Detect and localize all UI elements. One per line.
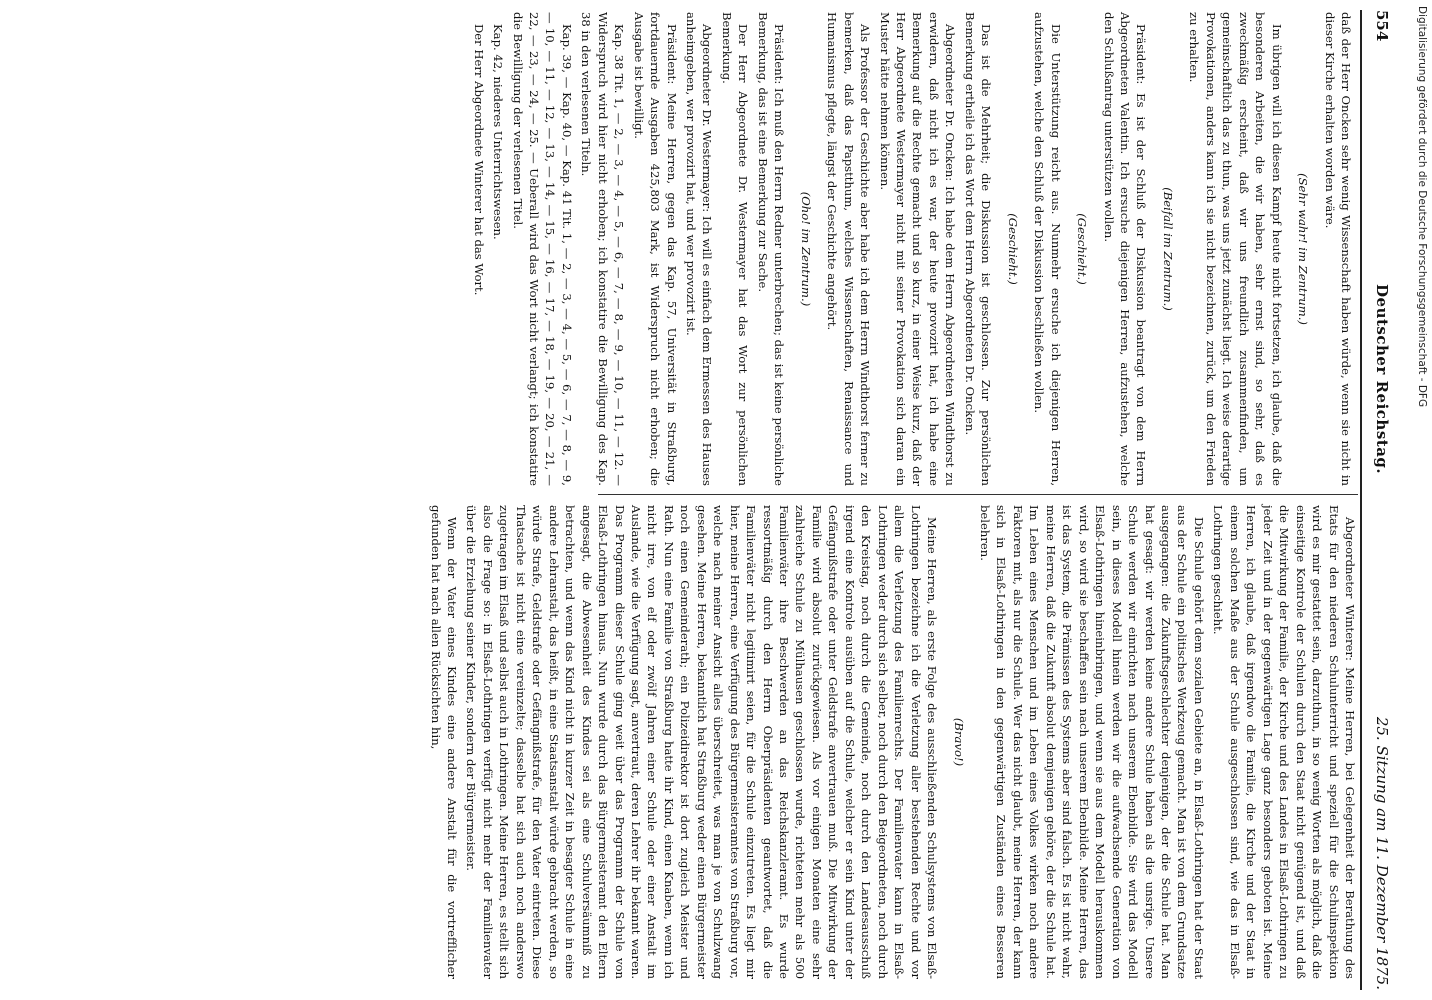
paragraph: Kap. 42, niederes Unterrichtswesen. [491, 24, 506, 240]
paragraph: Die Schule gehört dem sozialen Gebiete an, in Elsaß-Lothringen hat der Staat aus der Schule ein politisches Werkzeug gemacht. Man ist von dem Grundsatze ausgegangen: die Zukunftsgeschlechter denjenigen, der die Schule hat. Man hat gesagt: wir werden keine andere Schule haben als die unsrige. Unsere Schule werden wir einrichten nach unserem Ebenbilde. Sie wird das Modell sein, in dieses Modell hinein werden wir die aufwachsende Generation von Elsaß-Lothringen hineinbringen, und wenn sie aus dem Modell herauskommen wird, so wird sie beschaffen sein nach unserem Ebenbilde. Meine Herren, das ist das System, die Prämissen des Systems aber sind falsch. Es ist nicht wahr, meine Herren, daß die Zukunft absolut demjenigen gehöre, der die Schule hat. Im Leben eines Menschen und im Leben eines Volkes wirken noch andere Faktoren mit, als nur die Schule. Wer das nicht glaubt, meine Herren, der kann sich in Elsaß-Lothringen in den gegenwärtigen Zuständen eines Besseren belehren. [978, 505, 1206, 979]
paragraph: Meine Herren, als erste Folge des ausschließenden Schulsystems von Elsaß-Lothringen bezeichne ich die Verletzung aller bestehenden Rechte und vor allem die Verletzung des Familienrechts. Der Familienvater kann in Elsaß-Lothringen weder durch sich selber, noch durch den Beigeordneten, noch durch den Kreistag, noch durch die Gemeinde, noch durch den Landesausschuß irgend eine Kontrole ausüben auf die Schule, welcher er sein Kind unter der Gefängnißstrafe oder unter Geldstrafe anvertrauen muß. Die Mitwirkung der Familie wird absolut zurückgewiesen. Als vor einigen Monaten eine sehr zahlreiche Schule zu Mülhausen geschlossen wurde, richteten mehr als 500 Familienväter ihre Beschwerden an das Reichskanzleramt. Es wurde ressortmäßig durch den Herrn Oberpräsidenten geantwortet, daß die Familienväter nicht legitimirt seien, für die Schule einzutreten. Es liegt mir hier, meine Herren, eine Verfügung des Bürgermeisteramtes von Straßburg vor, welche nach meiner Ansicht alles überschreitet, was man je von Schulzwang gesehen. Meine Herren, bekanntlich hat Straßburg weder einen Bürgermeister noch einen Gemeinderath; ein Polizeidirektor ist dort zugleich Meister und Rath. Nun eine Familie von Straßburg hatte ihr Kind, einen Knaben, wenn ich nicht irre, von elf oder zwölf Jahren einer Schule oder einer Anstalt im Auslande, wie die Verfügung sagt, anvertraut, deren Lehrer ihr bekannt waren. Das Programm dieser Schule ging weit über das Programm der Schule von Elsaß-Lothringen hinaus. Nun wurde durch das Bürgermeisteramt den Eltern angesagt, die Abwesenheit des Kindes sei als eine Schulversäumniß zu betrachten, und wenn das Kind nicht in kurzer Zeit in besagter Schule in eine andere Lehranstalt, das heißt, in eine Staatsanstalt würde gebracht werden, so würde Strafe, Geldstrafe oder Gefängnißstrafe, für den Vater eintreten. Diese Thatsache ist nicht eine vereinzelte; dasselbe hat sich auch noch anderswo zugetragen im Elsaß und selbst auch in Lothringen. Meine Herren, es stellt sich also die Frage so: in Elsaß-Lothringen verfügt nicht mehr der Familienvater über die Erziehung seiner Kinder, sondern der Bürgermeister. [464, 505, 940, 979]
paragraph: Wenn der Vater eines Kindes eine andere Anstalt für die vortrefflicher gefunden hat nach allen Rücksichten hin, [428, 505, 459, 979]
stage-direction: (Oho! im Zentrum.) [798, 191, 813, 307]
publication-title: Deutscher Reichstag. [1373, 284, 1391, 475]
left-column [467, 12, 1354, 486]
stage-direction: (Sehr wahr! im Zentrum.) [1296, 173, 1311, 325]
stage-direction: (Bravo!) [951, 717, 966, 767]
page-number: 554 [1373, 10, 1391, 42]
session-date: 25. Sitzung am 11. Dezember 1875. [1373, 716, 1391, 990]
paragraph: daß der Herr Oncken sehr wenig Wissenschaft haben würde, wenn sie nicht in dieser Kirche erhalten worden wäre. [1322, 12, 1353, 486]
paragraph: Abgeordneter Dr. Oncken: Ich habe dem Herrn Abgeordneten Windthorst zu erwidern, daß nicht ich es war, der heute provozirt hat, ich habe eine Bemerkung auf die Rechte gemacht und so kurz, in einer Weise kurz, daß der Herr Abgeordnete Westermayer nicht mit seiner Provokation sich daran ein Muster hätte nehmen können. [877, 12, 958, 486]
stage-direction: (Geschieht.) [1075, 213, 1090, 285]
paragraph: Der Herr Abgeordnete Winterer hat das Wort. [471, 24, 486, 296]
paragraph: Abgeordneter Winterer: Meine Herren, bei Gelegenheit der Berathung des Etats für den niederen Schulunterricht und speziell für die Schulinspektion wird es mir gestattet sein, darzuthun, in so wenig Worten als möglich, daß die einseitige Kontrole der Schulen durch den Staat nicht genügend ist, und daß die Mitwirkung der Familie, der Kirche und des Landes in Elsaß-Lothringen zu jeder Zeit und in der gegenwärtigen Lage ganz besonders geboten ist. Meine Herren, ich glaube, daß irgendwo die Familie, die Kirche und der Staat in einem solchen Maße aus der Schule ausgeschlossen sind, wie das in Elsaß-Lothringen geschieht. [1211, 505, 1357, 979]
paragraph: Die Unterstützung reicht aus. Nunmehr ersuche ich diejenigen Herren, aufzustehen, welche den Schluß der Diskussion beschließen wollen. [1032, 12, 1063, 486]
paragraph: Präsident: Ich muß den Herrn Redner unterbrechen; das ist keine persönliche Bemerkung, das ist eine Bemerkung zur Sache. [755, 12, 787, 486]
paragraph: Abgeordneter Dr. Westermayer: Ich will es einfach dem Ermessen des Hauses anheimgeben, wer provozirt hat, und wer provozirt ist. [684, 12, 715, 486]
document-page [5, 0, 1410, 1000]
paragraph: Als Professor der Geschichte aber habe ich dem Herrn Windthorst ferner zu bemerken, daß das Papstthum, welches Wissenschaften, Renaissance und Humanismus pflegte, längst der Geschichte angehört. [825, 12, 873, 486]
paragraph: Präsident: Meine Herren, gegen das Kap. 57, Universität in Straßburg, fortdauernde Ausgaben 425,803 Mark, ist Widerspruch nicht erhoben; die Ausgabe ist bewilligt. [631, 12, 679, 486]
paragraph: Das ist die Mehrheit; die Diskussion ist geschlossen. Zur persönlichen Bemerkung ertheile ich das Wort dem Herrn Abgeordneten Dr. Oncken. [962, 12, 994, 486]
paragraph: Kap. 38 Tit. 1, — 2, — 3, — 4, — 5, — 6, — 7, — 8, — 9, — 10, — 11, — 12. — Widerspruch wird hier nicht erhoben; ich konstatire die Bewilligung des Kap. 38 in den verlesenen Titeln. [579, 12, 627, 486]
paragraph: Im übrigen will ich diesen Kampf heute nicht fortsetzen, ich glaube, daß die besonderen Arbeiten, die wir haben, sehr ernst sind, so sehr, daß es zweckmäßig erscheint, daß wir uns freundlich zusammenfinden, um gemeinschaftlich das zu thun, was uns jetzt zunächst liegt. Ich weise derartige Provokationen, anders kann ich sie nicht bezeichnen, zurück, um den Frieden zu erhalten. [1187, 12, 1284, 486]
paragraph: Kap. 39, — Kap. 40, — Kap. 41 Tit. 1, — 2, — 3, — 4, — 5, — 6, — 7, — 8, — 9, — 10, — 11, — 12, — 13, — 14, — 15, — 16, — 17, — 18, — 19, — 20, — 21, — 22, — 23, — 24, — 25. — Ueberall wird das Wort nicht verlangt; ich konstatire die Bewilligung der verlesenen Titel. [510, 12, 574, 486]
stage-direction: (Geschieht.) [1005, 213, 1020, 285]
paragraph: Der Herr Abgeordnete Dr. Westermayer hat das Wort zur persönlichen Bemerkung. [719, 12, 751, 486]
page-header [1360, 10, 1402, 990]
paragraph: Präsident: Es ist der Schluß der Diskussion beantragt von dem Herrn Abgeordneten Valentin. Ich ersuche diejenigen Herren, aufzustehen, welche den Schlußantrag unterstützen wollen. [1101, 12, 1149, 486]
column-divider [598, 494, 1358, 495]
right-column [424, 505, 1358, 979]
stage-direction: (Beifall im Zentrum.) [1160, 187, 1175, 311]
dfg-credit-text: Digitalisierung gefördert durch die Deutsche Forschungsgemeinschaft - DFG [1416, 6, 1428, 408]
